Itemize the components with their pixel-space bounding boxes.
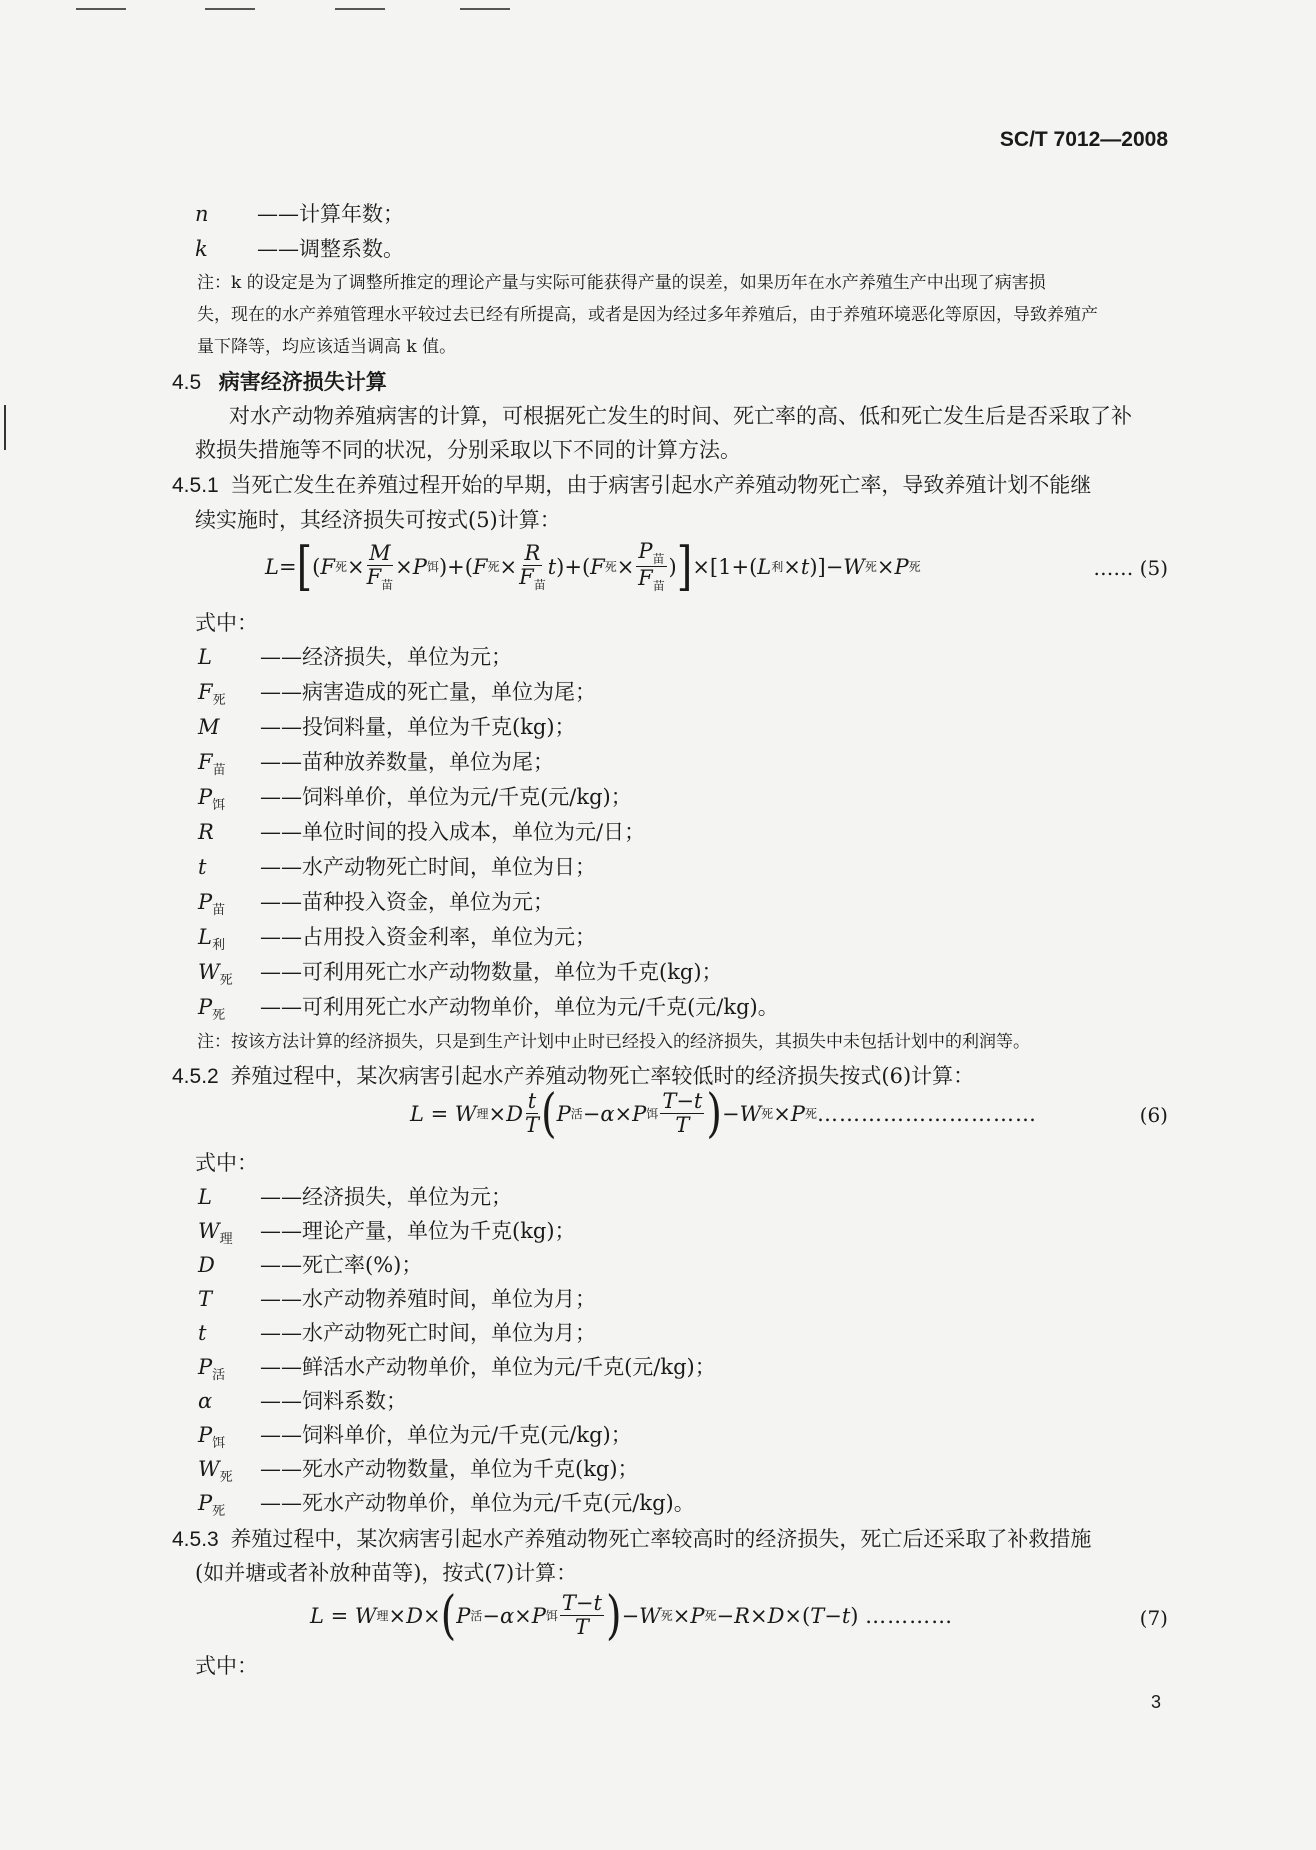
section-4-5-para: 救损失措施等不同的状况，分别采取以下不同的计算方法。 (195, 438, 741, 462)
def-item: D ——死亡率(%)； (198, 1253, 423, 1277)
section-4-5-2-heading: 4.5.2 养殖过程中，某次病害引起水产养殖动物死亡率较低时的经济损失按式(6)计算： (172, 1064, 975, 1088)
formula-5: L = [ ( F 死 × $\frac{M}{F_苗}$ × P 饵 )+( F 死 × $\frac{R}{F_苗}$ t )+( F 死 × $\frac{P_苗}{F_苗}$ ) ] ×[1+( L 利 × t )]− W 死 × P 死 (265, 536, 921, 597)
formula-7-label: (7) (1139, 1606, 1168, 1630)
note-1-line: 失，现在的水产养殖管理水平较过去已经有所提高，或者是因为经过多年养殖后，由于养殖环境恶化等原因，导致养殖产 (197, 305, 1098, 325)
formula-7: L = W 理 × D × ( P 活 − α × P 饵 $\frac{T-t}{T}$ ) − W 死 × P 死 − R × D ×( T − t ) ………… (310, 1585, 954, 1646)
def-item: $W_死$ ——死水产动物数量，单位为千克(kg)； (198, 1457, 639, 1486)
page-number: 3 (1150, 1692, 1161, 1712)
header-rule (76, 8, 126, 10)
note-1-line: 量下降等，均应该适当调高 k 值。 (197, 337, 457, 357)
def-item: $P_死$ ——死水产动物单价，单位为元/千克(元/kg)。 (198, 1491, 695, 1520)
def-item: α ——饲料系数； (198, 1389, 407, 1413)
def-item: $P_活$ ——鲜活水产动物单价，单位为元/千克(元/kg)； (198, 1355, 716, 1384)
where-label: 式中： (195, 1654, 258, 1678)
where-label: 式中： (195, 1151, 258, 1175)
where-label: 式中： (195, 611, 258, 635)
section-4-5-heading: 4.5 病害经济损失计算 (172, 371, 387, 394)
def-item: L ——经济损失，单位为元； (198, 1185, 512, 1209)
formula-6: L = W 理 × D $\frac{t}{T}$ ( P 活 − α × P 饵 $\frac{T-t}{T}$ ) − W 死 × P 死 ………………………… (410, 1083, 1037, 1144)
formula-6-label: (6) (1139, 1103, 1168, 1127)
note-2: 注：按该方法计算的经济损失，只是到生产计划中止时已经投入的经济损失，其损失中未包括计划中的利润等。 (197, 1032, 1030, 1052)
def-item: T ——水产动物养殖时间，单位为月； (198, 1287, 596, 1311)
def-item: $W_死$ ——可利用死亡水产动物数量，单位为千克(kg)； (198, 960, 723, 989)
def-item: $L_利$ ——占用投入资金利率，单位为元； (198, 925, 596, 954)
def-item: $F_死$ ——病害造成的死亡量，单位为尾； (198, 680, 596, 709)
header-rule (460, 8, 510, 10)
binding-mark (4, 405, 6, 450)
formula-5-label: …… (5) (1093, 556, 1168, 580)
def-item: $P_饵$ ——饲料单价，单位为元/千克(元/kg)； (198, 785, 632, 814)
header-rule (335, 8, 385, 10)
section-4-5-3-para: (如并塘或者补放种苗等)，按式(7)计算： (195, 1561, 578, 1585)
def-item: M ——投饲料量，单位为千克(kg)； (198, 715, 576, 739)
def-k: k ——调整系数。 (195, 237, 404, 261)
header-rule (205, 8, 255, 10)
note-1-line: 注：k 的设定是为了调整所推定的理论产量与实际可能获得产量的误差，如果历年在水产养殖生产中出现了病害损 (197, 273, 1046, 293)
def-item: t ——水产动物死亡时间，单位为月； (198, 1321, 596, 1345)
def-item: $P_饵$ ——饲料单价，单位为元/千克(元/kg)； (198, 1423, 632, 1452)
section-4-5-3-heading: 4.5.3 养殖过程中，某次病害引起水产养殖动物死亡率较高时的经济损失，死亡后还采取了补救措施 (172, 1527, 1092, 1551)
section-4-5-1-heading: 4.5.1 当死亡发生在养殖过程开始的早期，由于病害引起水产养殖动物死亡率，导致养殖计划不能继 (172, 473, 1092, 497)
section-4-5-1-para: 续实施时，其经济损失可按式(5)计算： (195, 508, 561, 532)
standard-code: SC/T 7012—2008 (999, 128, 1168, 151)
def-n: n ——计算年数； (195, 202, 404, 226)
def-item: R ——单位时间的投入成本，单位为元/日； (198, 820, 646, 844)
def-item: $P_死$ ——可利用死亡水产动物单价，单位为元/千克(元/kg)。 (198, 995, 779, 1024)
def-item: t ——水产动物死亡时间，单位为日； (198, 855, 596, 879)
def-item: $F_苗$ ——苗种放养数量，单位为尾； (198, 750, 554, 779)
def-item: $W_理$ ——理论产量，单位为千克(kg)； (198, 1219, 576, 1248)
section-4-5-para: 对水产动物养殖病害的计算，可根据死亡发生的时间、死亡率的高、低和死亡发生后是否采取了补 (229, 404, 1132, 428)
def-item: L ——经济损失，单位为元； (198, 645, 512, 669)
def-item: $P_苗$ ——苗种投入资金，单位为元； (198, 890, 554, 919)
